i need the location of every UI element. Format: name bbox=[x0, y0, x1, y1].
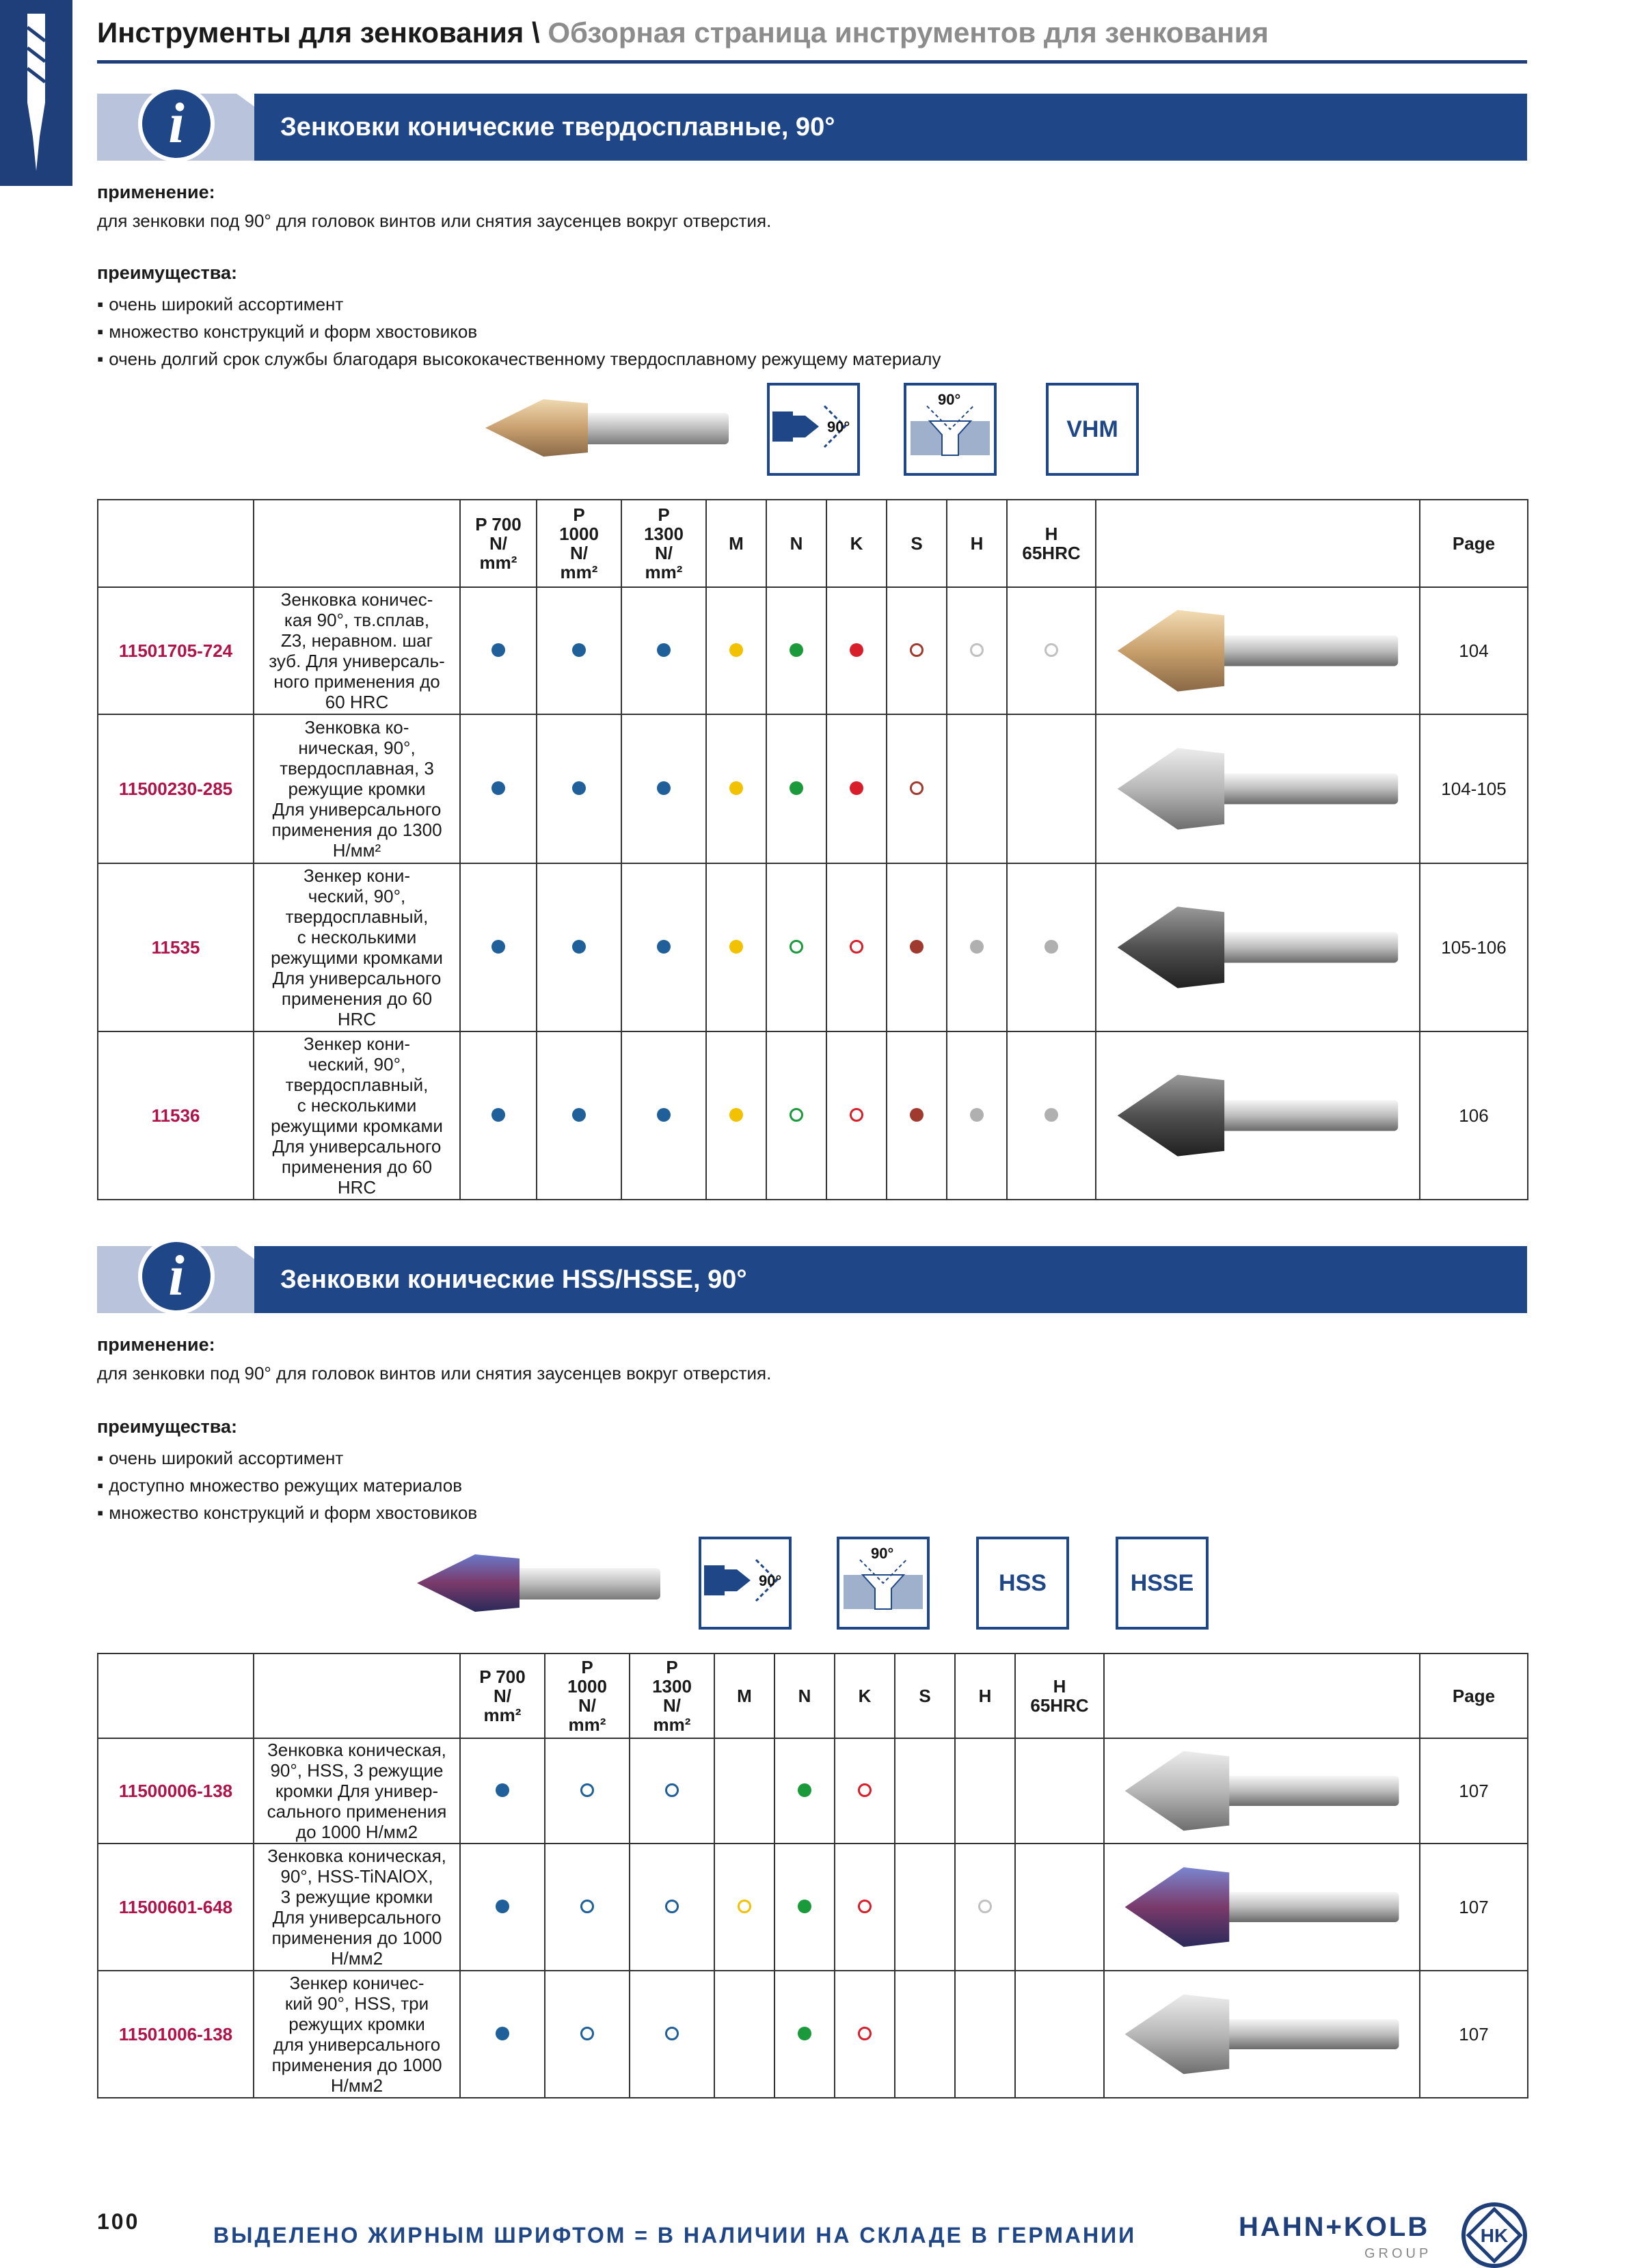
suitability-cell bbox=[895, 1738, 955, 1844]
product-description: Зенковка ко- ническая, 90°, твердосплавная, 3 режущие кромки Для универсального применения до 1300 Н/мм² bbox=[254, 714, 460, 863]
suitability-cell bbox=[887, 714, 947, 863]
advantage-item: ▪ очень широкий ассортимент bbox=[97, 294, 343, 315]
suitability-cell bbox=[714, 1738, 774, 1844]
hk-emblem-icon bbox=[1461, 2202, 1527, 2268]
suitability-dot-filled bbox=[850, 643, 863, 657]
suitability-dot-filled bbox=[657, 1108, 671, 1122]
suitability-cell bbox=[537, 587, 621, 714]
suitability-cell bbox=[826, 863, 887, 1031]
suitability-dot-outline bbox=[850, 1108, 863, 1122]
suitability-cell bbox=[545, 1844, 630, 1971]
header-p700: P 700 N/ mm² bbox=[460, 500, 537, 587]
suitability-dot-outline bbox=[790, 940, 803, 954]
suitability-cell bbox=[947, 587, 1007, 714]
suitability-cell bbox=[887, 1031, 947, 1200]
product-table-2 bbox=[97, 1653, 1528, 2098]
suitability-dot-filled bbox=[798, 1783, 811, 1797]
suitability-dot-filled bbox=[496, 1783, 509, 1797]
countersink-hole-icon bbox=[904, 383, 997, 476]
header-s: S bbox=[895, 1653, 955, 1738]
table-header-row bbox=[98, 500, 1528, 587]
header-h: H bbox=[947, 500, 1007, 587]
table-row bbox=[98, 587, 1528, 714]
footer-note: ВЫДЕЛЕНО ЖИРНЫМ ШРИФТОМ = В НАЛИЧИИ НА СКЛАДЕ В ГЕРМАНИИ bbox=[213, 2223, 1137, 2247]
suitability-cell bbox=[706, 714, 766, 863]
suitability-cell bbox=[766, 863, 826, 1031]
title-sub: Обзорная страница инструментов для зенкования bbox=[548, 16, 1269, 49]
header-s: S bbox=[887, 500, 947, 587]
advantage-item: ▪ доступно множество режущих материалов bbox=[97, 1475, 462, 1496]
suitability-dot-filled bbox=[657, 940, 671, 954]
suitability-dot-filled bbox=[572, 1108, 586, 1122]
product-description: Зенкер кони- ческий, 90°, твердосплавный, с несколькими режущими кромками Для универсального применения до 60 HRC bbox=[254, 1031, 460, 1200]
suitability-cell bbox=[460, 1738, 545, 1844]
header-n: N bbox=[766, 500, 826, 587]
suitability-cell bbox=[1007, 863, 1096, 1031]
page-title bbox=[97, 16, 1269, 49]
side-tab bbox=[0, 0, 72, 186]
article-code[interactable]: 11501705-724 bbox=[98, 587, 254, 714]
suitability-cell bbox=[826, 714, 887, 863]
advantage-item: ▪ очень долгий срок службы благодаря высококачественному твердосплавному режущему материалу bbox=[97, 349, 941, 370]
suitability-dot-filled bbox=[970, 1108, 984, 1122]
suitability-cell bbox=[537, 863, 621, 1031]
suitability-dot-outline bbox=[665, 1783, 679, 1797]
suitability-dot-filled bbox=[1044, 1108, 1058, 1122]
suitability-dot-filled bbox=[798, 1900, 811, 1913]
article-code[interactable]: 11500230-285 bbox=[98, 714, 254, 863]
suitability-cell bbox=[774, 1844, 835, 1971]
suitability-dot-outline bbox=[978, 1900, 992, 1913]
suitability-dot-filled bbox=[729, 781, 743, 795]
angle-90-icon bbox=[699, 1537, 792, 1630]
suitability-dot-filled bbox=[491, 1108, 505, 1122]
article-code[interactable]: 11535 bbox=[98, 863, 254, 1031]
suitability-dot-filled bbox=[850, 781, 863, 795]
material-hsse-icon: HSSE bbox=[1116, 1537, 1209, 1630]
table-row bbox=[98, 714, 1528, 863]
page-reference[interactable]: 104 bbox=[1420, 587, 1528, 714]
page-reference[interactable]: 106 bbox=[1420, 1031, 1528, 1200]
table-row bbox=[98, 1031, 1528, 1200]
suitability-cell bbox=[630, 1844, 714, 1971]
suitability-dot-outline bbox=[790, 1108, 803, 1122]
advantage-item: ▪ множество конструкций и форм хвостовиков bbox=[97, 1502, 477, 1524]
table-row bbox=[98, 863, 1528, 1031]
suitability-dot-filled bbox=[491, 643, 505, 657]
suitability-dot-outline bbox=[910, 643, 924, 657]
page-reference[interactable]: 104-105 bbox=[1420, 714, 1528, 863]
suitability-dot-outline bbox=[580, 1783, 594, 1797]
suitability-cell bbox=[774, 1971, 835, 2098]
suitability-dot-filled bbox=[1044, 940, 1058, 954]
product-description: Зенкер коничес- кий 90°, HSS, три режущих кромки для универсального применения до 1000 Н/мм2 bbox=[254, 1971, 460, 2098]
header-p1000: P 1000 N/ mm² bbox=[545, 1653, 630, 1738]
svg-text:90°: 90° bbox=[871, 1545, 894, 1562]
suitability-cell bbox=[947, 714, 1007, 863]
product-description: Зенковка коническая, 90°, HSS-TiNAlOX, 3 режущие кромки Для универсального применения до 1000 Н/мм2 bbox=[254, 1844, 460, 1971]
suitability-dot-filled bbox=[491, 781, 505, 795]
product-description: Зенкер кони- ческий, 90°, твердосплавный, с несколькими режущими кромками Для универсального применения до 60 HRC bbox=[254, 863, 460, 1031]
suitability-dot-filled bbox=[496, 1900, 509, 1913]
countersink-image-gold bbox=[478, 395, 731, 464]
header-page: Page bbox=[1420, 1653, 1528, 1738]
suitability-cell bbox=[630, 1738, 714, 1844]
table-header-row bbox=[98, 1653, 1528, 1738]
suitability-cell bbox=[621, 1031, 706, 1200]
suitability-cell bbox=[955, 1844, 1015, 1971]
suitability-cell bbox=[887, 863, 947, 1031]
suitability-dot-filled bbox=[572, 781, 586, 795]
header-h65: H 65HRC bbox=[1007, 500, 1096, 587]
suitability-cell bbox=[621, 587, 706, 714]
tool-image bbox=[1096, 714, 1420, 863]
header-p1300: P 1300 N/ mm² bbox=[621, 500, 706, 587]
product-table-1 bbox=[97, 499, 1528, 1200]
application-text: для зенковки под 90° для головок винтов или снятия заусенцев вокруг отверстия. bbox=[97, 1363, 772, 1383]
header-m: M bbox=[706, 500, 766, 587]
suitability-dot-outline bbox=[858, 1783, 872, 1797]
section1-banner bbox=[97, 94, 1527, 161]
suitability-dot-outline bbox=[850, 940, 863, 954]
suitability-cell bbox=[706, 1031, 766, 1200]
table-row bbox=[98, 1738, 1528, 1844]
header-n: N bbox=[774, 1653, 835, 1738]
suitability-dot-outline bbox=[665, 2027, 679, 2040]
svg-text:90°: 90° bbox=[759, 1572, 782, 1589]
svg-text:90°: 90° bbox=[938, 391, 961, 408]
suitability-cell bbox=[460, 714, 537, 863]
suitability-cell bbox=[1007, 1031, 1096, 1200]
section2-title: Зенковки конические HSS/HSSE, 90° bbox=[280, 1265, 747, 1294]
suitability-cell bbox=[1007, 714, 1096, 863]
suitability-dot-filled bbox=[790, 643, 803, 657]
header-p700: P 700 N/ mm² bbox=[460, 1653, 545, 1738]
suitability-dot-filled bbox=[729, 643, 743, 657]
section1-title: Зенковки конические твердосплавные, 90° bbox=[280, 113, 835, 141]
svg-text:HK: HK bbox=[1480, 2225, 1509, 2246]
material-hss-icon: HSS bbox=[976, 1537, 1069, 1630]
suitability-cell bbox=[955, 1738, 1015, 1844]
suitability-cell bbox=[1007, 587, 1096, 714]
suitability-cell bbox=[766, 714, 826, 863]
suitability-cell bbox=[460, 863, 537, 1031]
suitability-cell bbox=[835, 1844, 895, 1971]
article-code[interactable]: 11501006-138 bbox=[98, 1971, 254, 2098]
suitability-cell bbox=[826, 587, 887, 714]
suitability-dot-filled bbox=[572, 940, 586, 954]
header-image bbox=[1104, 1653, 1420, 1738]
suitability-cell bbox=[460, 587, 537, 714]
suitability-dot-filled bbox=[970, 940, 984, 954]
tool-image bbox=[1096, 863, 1420, 1031]
suitability-dot-outline bbox=[580, 2027, 594, 2040]
suitability-dot-filled bbox=[657, 643, 671, 657]
svg-text:90°: 90° bbox=[827, 418, 850, 435]
title-main: Инструменты для зенкования bbox=[97, 16, 524, 49]
header-m: M bbox=[714, 1653, 774, 1738]
suitability-dot-outline bbox=[858, 1900, 872, 1913]
suitability-cell bbox=[766, 587, 826, 714]
suitability-cell bbox=[460, 1971, 545, 2098]
suitability-cell bbox=[955, 1971, 1015, 2098]
article-code[interactable]: 11500601-648 bbox=[98, 1844, 254, 1971]
suitability-dot-outline bbox=[665, 1900, 679, 1913]
header-image bbox=[1096, 500, 1420, 587]
suitability-cell bbox=[895, 1971, 955, 2098]
brand-logo: HAHN+KOLB bbox=[1239, 2212, 1430, 2242]
suitability-dot-outline bbox=[1044, 643, 1058, 657]
drill-icon bbox=[0, 0, 72, 186]
page-number: 100 bbox=[97, 2209, 140, 2234]
suitability-cell bbox=[460, 1844, 545, 1971]
section2-banner bbox=[97, 1246, 1527, 1313]
header-k: K bbox=[826, 500, 887, 587]
suitability-dot-filled bbox=[798, 2027, 811, 2040]
suitability-cell bbox=[706, 863, 766, 1031]
suitability-cell bbox=[887, 587, 947, 714]
table-row bbox=[98, 1971, 1528, 2098]
advantages-label: преимущества: bbox=[97, 1416, 237, 1437]
header-empty bbox=[254, 500, 460, 587]
countersink-hole-icon bbox=[837, 1537, 930, 1630]
article-code[interactable]: 11536 bbox=[98, 1031, 254, 1200]
advantage-item: ▪ множество конструкций и форм хвостовиков bbox=[97, 321, 477, 342]
suitability-dot-outline bbox=[738, 1900, 751, 1913]
page-reference[interactable]: 107 bbox=[1420, 1971, 1528, 2098]
suitability-dot-outline bbox=[970, 643, 984, 657]
application-label: применение: bbox=[97, 182, 215, 202]
header-empty bbox=[98, 500, 254, 587]
material-vhm-icon: VHM bbox=[1046, 383, 1139, 476]
suitability-cell bbox=[537, 714, 621, 863]
suitability-cell bbox=[774, 1738, 835, 1844]
header-p1300: P 1300 N/ mm² bbox=[630, 1653, 714, 1738]
suitability-dot-filled bbox=[910, 1108, 924, 1122]
suitability-dot-outline bbox=[580, 1900, 594, 1913]
application-label: применение: bbox=[97, 1334, 215, 1355]
suitability-cell bbox=[460, 1031, 537, 1200]
info-icon: i bbox=[138, 1238, 215, 1314]
page-reference[interactable]: 107 bbox=[1420, 1738, 1528, 1844]
suitability-cell bbox=[621, 863, 706, 1031]
suitability-cell bbox=[621, 714, 706, 863]
suitability-dot-filled bbox=[790, 781, 803, 795]
suitability-cell bbox=[714, 1844, 774, 1971]
countersink-image-coated bbox=[410, 1550, 663, 1619]
product-description: Зенковка коничес- кая 90°, тв.сплав, Z3, неравном. шаг зуб. Для универсаль- ного применения до 60 HRC bbox=[254, 587, 460, 714]
tool-image bbox=[1104, 1971, 1420, 2098]
header-empty bbox=[98, 1653, 254, 1738]
tool-image bbox=[1096, 1031, 1420, 1200]
advantage-item: ▪ очень широкий ассортимент bbox=[97, 1448, 343, 1469]
application-text: для зенковки под 90° для головок винтов или снятия заусенцев вокруг отверстия. bbox=[97, 211, 772, 231]
suitability-cell bbox=[1015, 1971, 1104, 2098]
suitability-dot-filled bbox=[491, 940, 505, 954]
brand-sub: GROUP bbox=[1364, 2246, 1432, 2261]
table-row bbox=[98, 1844, 1528, 1971]
suitability-dot-outline bbox=[858, 2027, 872, 2040]
tool-image bbox=[1104, 1844, 1420, 1971]
suitability-dot-filled bbox=[729, 1108, 743, 1122]
suitability-cell bbox=[1015, 1844, 1104, 1971]
header-h: H bbox=[955, 1653, 1015, 1738]
suitability-dot-filled bbox=[729, 940, 743, 954]
header-page: Page bbox=[1420, 500, 1528, 587]
article-code[interactable]: 11500006-138 bbox=[98, 1738, 254, 1844]
header-k: K bbox=[835, 1653, 895, 1738]
suitability-cell bbox=[1015, 1738, 1104, 1844]
suitability-cell bbox=[947, 1031, 1007, 1200]
info-icon: i bbox=[138, 85, 215, 162]
header-rule bbox=[97, 60, 1527, 64]
page-reference[interactable]: 105-106 bbox=[1420, 863, 1528, 1031]
suitability-cell bbox=[630, 1971, 714, 2098]
suitability-cell bbox=[835, 1738, 895, 1844]
angle-90-icon bbox=[767, 383, 860, 476]
suitability-cell bbox=[826, 1031, 887, 1200]
header-h65: H 65HRC bbox=[1015, 1653, 1104, 1738]
suitability-cell bbox=[545, 1738, 630, 1844]
suitability-cell bbox=[947, 863, 1007, 1031]
suitability-dot-filled bbox=[910, 940, 924, 954]
suitability-dot-filled bbox=[496, 2027, 509, 2040]
advantages-label: преимущества: bbox=[97, 262, 237, 283]
page-reference[interactable]: 107 bbox=[1420, 1844, 1528, 1971]
suitability-cell bbox=[714, 1971, 774, 2098]
header-p1000: P 1000 N/ mm² bbox=[537, 500, 621, 587]
suitability-dot-filled bbox=[657, 781, 671, 795]
suitability-cell bbox=[835, 1971, 895, 2098]
suitability-dot-outline bbox=[910, 781, 924, 795]
suitability-cell bbox=[537, 1031, 621, 1200]
suitability-cell bbox=[895, 1844, 955, 1971]
header-empty bbox=[254, 1653, 460, 1738]
suitability-cell bbox=[545, 1971, 630, 2098]
suitability-dot-filled bbox=[572, 643, 586, 657]
suitability-cell bbox=[766, 1031, 826, 1200]
tool-image bbox=[1104, 1738, 1420, 1844]
tool-image bbox=[1096, 587, 1420, 714]
title-separator: \ bbox=[531, 16, 540, 49]
product-description: Зенковка коническая, 90°, HSS, 3 режущие кромки Для универ- сального применения до 1000 Н/мм2 bbox=[254, 1738, 460, 1844]
suitability-cell bbox=[706, 587, 766, 714]
